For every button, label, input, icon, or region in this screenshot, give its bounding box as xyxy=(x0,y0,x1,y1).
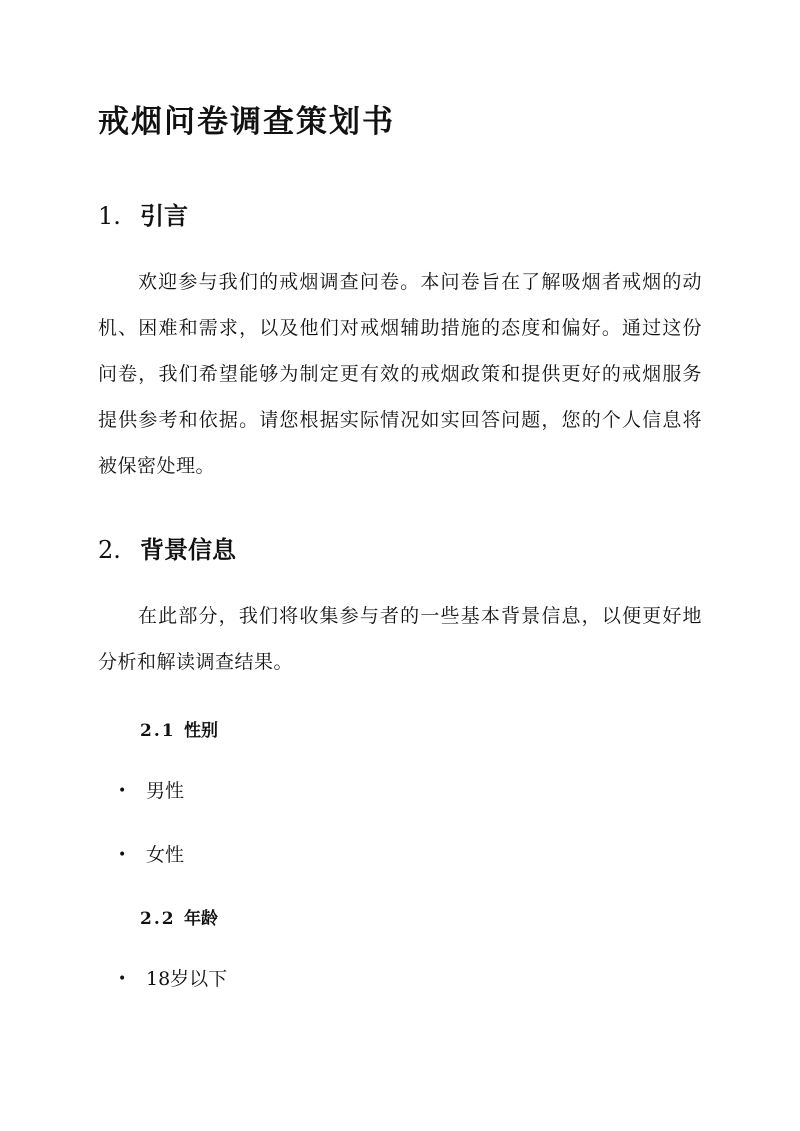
bullet-icon: • xyxy=(118,783,127,799)
option-label: 女性 xyxy=(146,844,185,866)
section-number: 2. xyxy=(98,536,121,564)
option-label: 男性 xyxy=(146,780,185,802)
section-heading-background xyxy=(98,530,236,565)
option-under-18 xyxy=(118,964,227,991)
document-title: 戒烟问卷调查策划书 xyxy=(98,104,395,140)
subsection-heading-gender xyxy=(140,716,218,741)
subsection-title: 年龄 xyxy=(184,909,218,929)
option-male xyxy=(118,776,184,803)
background-paragraph: 在此部分，我们将收集参与者的一些基本背景信息，以便更好地分析和解读调查结果。 xyxy=(98,605,702,673)
option-label: 18岁以下 xyxy=(146,968,228,990)
subsection-number: 2.2 xyxy=(140,909,176,929)
bullet-icon: • xyxy=(118,847,127,863)
section-heading-introduction xyxy=(98,196,188,231)
option-female xyxy=(118,840,184,867)
subsection-heading-age xyxy=(140,904,218,929)
section-number: 1. xyxy=(98,202,121,230)
bullet-icon: • xyxy=(118,971,127,987)
subsection-title: 性别 xyxy=(184,721,218,741)
introduction-paragraph: 欢迎参与我们的戒烟调查问卷。本问卷旨在了解吸烟者戒烟的动机、困难和需求，以及他们对戒烟辅助措施的态度和偏好。通过这份问卷，我们希望能够为制定更有效的戒烟政策和提供更好的戒烟服务提供参考和依据。请您根据实际情况如实回答问题，您的个人信息将被保密处理。 xyxy=(98,271,702,477)
section-title: 背景信息 xyxy=(140,535,236,564)
subsection-number: 2.1 xyxy=(140,721,176,741)
section-title: 引言 xyxy=(140,201,188,230)
